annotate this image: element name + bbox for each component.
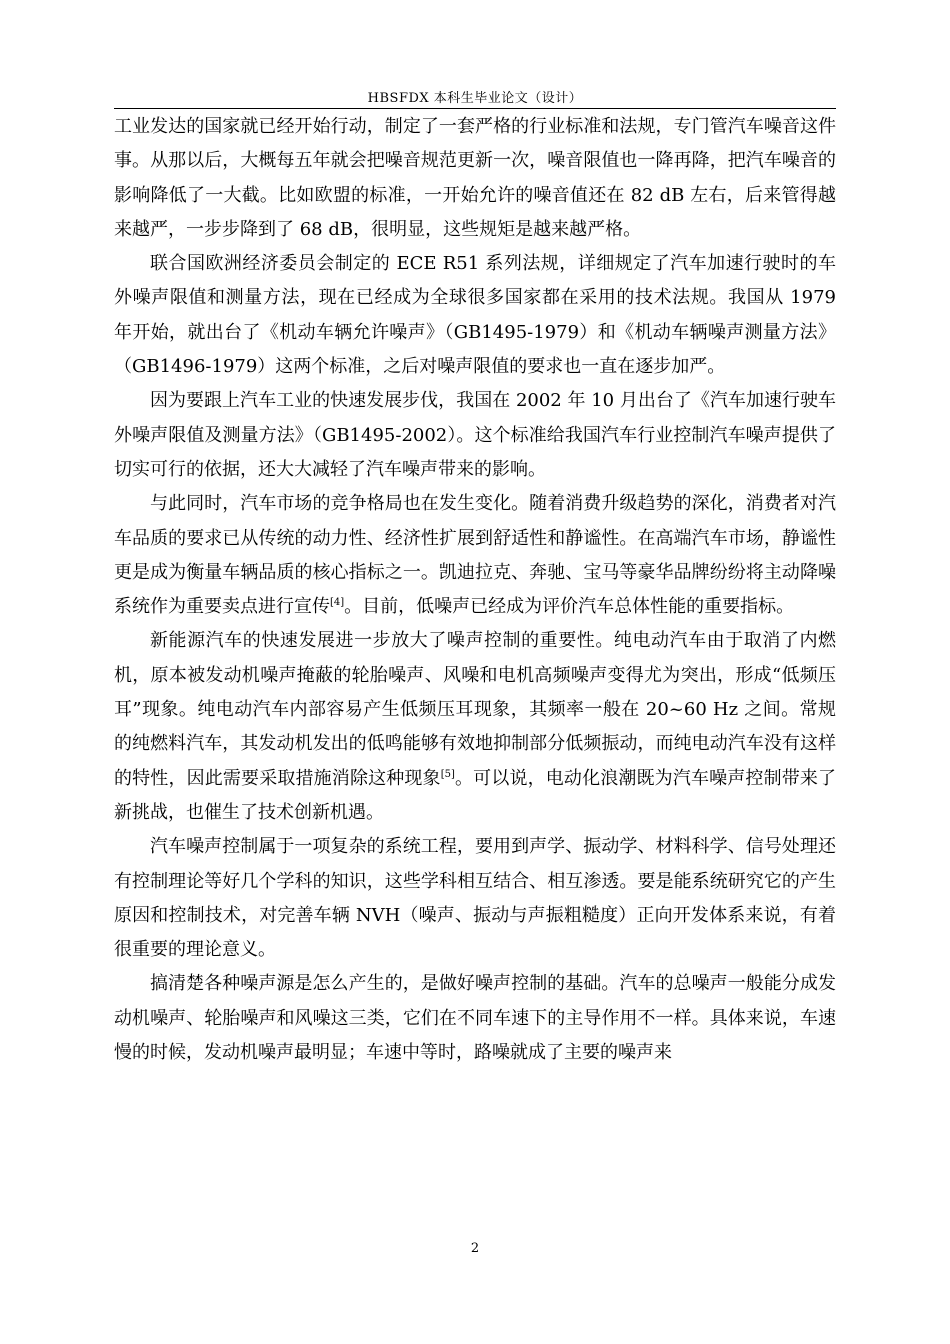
paragraph-text: 因为要跟上汽车工业的快速发展步伐，我国在 2002 年 10 月出台了《汽车加速行驶车外噪声限值及测量方法》（GB1495-2002）。这个标准给我国汽车行业控制汽车噪声提供了切实可行的依据，还大大减轻了汽车噪声带来的影响。 (114, 390, 836, 480)
paragraph-text-tail: 。可以说，电动化浪潮既为汽车噪声控制带来了新挑战，也催生了技术创新机遇。 (114, 767, 837, 823)
paragraph (114, 487, 836, 624)
paragraph (114, 110, 836, 247)
paragraph-text: 联合国欧洲经济委员会制定的 ECE R51 系列法规，详细规定了汽车加速行驶时的车外噪声限值和测量方法，现在已经成为全球很多国家都在采用的技术法规。我国从 1979 年开始，就出台了《机动车辆允许噪声》（GB1495-1979）和《机动车辆噪声测量方法》（GB1496-1979）这两个标准，之后对噪声限值的要求也一直在逐步加严。 (114, 253, 836, 378)
paragraph (114, 384, 836, 487)
paragraph-text: 与此同时，汽车市场的竞争格局也在发生变化。随着消费升级趋势的深化，消费者对汽车品质的要求已从传统的动力性、经济性扩展到舒适性和静谧性。在高端汽车市场，静谧性更是成为衡量车辆品质的核心指标之一。凯迪拉克、奔驰、宝马等豪华品牌纷纷将主动降噪系统作为重要卖点进行宣传 (114, 493, 836, 618)
paragraph-text-tail: 。目前，低噪声已经成为评价汽车总体性能的重要指标。 (344, 596, 795, 618)
page-number: 2 (470, 1241, 480, 1256)
paragraph-text: 汽车噪声控制属于一项复杂的系统工程，要用到声学、振动学、材料科学、信号处理还有控制理论等好几个学科的知识，这些学科相互结合、相互渗透。要是能系统研究它的产生原因和控制技术，对完善车辆 NVH（噪声、振动与声振粗糙度）正向开发体系来说，有着很重要的理论意义。 (114, 836, 836, 961)
running-header: HBSFDX 本科生毕业论文（设计） (367, 91, 583, 106)
paragraph-text: 工业发达的国家就已经开始行动，制定了一套严格的行业标准和法规，专门管汽车噪音这件事。从那以后，大概每五年就会把噪音规范更新一次，噪音限值也一降再降，把汽车噪音的影响降低了一大截。比如欧盟的标准，一开始允许的噪音值还在 82 dB 左右，后来管得越来越严，一步步降到了 68 dB，很明显，这些规矩是越来越严格。 (114, 116, 836, 240)
body-text (114, 110, 836, 1070)
citation-reference: [5] (440, 768, 455, 780)
paragraph (114, 624, 836, 830)
paragraph (114, 967, 836, 1070)
paragraph-text: 新能源汽车的快速发展进一步放大了噪声控制的重要性。纯电动汽车由于取消了内燃机，原本被发动机噪声掩蔽的轮胎噪声、风噪和电机高频噪声变得尤为突出，形成“低频压耳”现象。纯电动汽车内部容易产生低频压耳现象，其频率一般在 20~60 Hz 之间。常规的纯燃料汽车，其发动机发出的低鸣能够有效地抑制部分低频振动，而纯电动汽车没有这样的特性，因此需要采取措施消除这种现象 (114, 630, 836, 789)
paragraph (114, 247, 836, 384)
paragraph-text: 搞清楚各种噪声源是怎么产生的，是做好噪声控制的基础。汽车的总噪声一般能分成发动机噪声、轮胎噪声和风噪这三类，它们在不同车速下的主导作用不一样。具体来说，车速慢的时候，发动机噪声最明显；车速中等时，路噪就成了主要的噪声来 (114, 973, 836, 1064)
paragraph (114, 830, 836, 967)
header-divider (114, 108, 836, 109)
citation-reference: [4] (330, 597, 345, 609)
